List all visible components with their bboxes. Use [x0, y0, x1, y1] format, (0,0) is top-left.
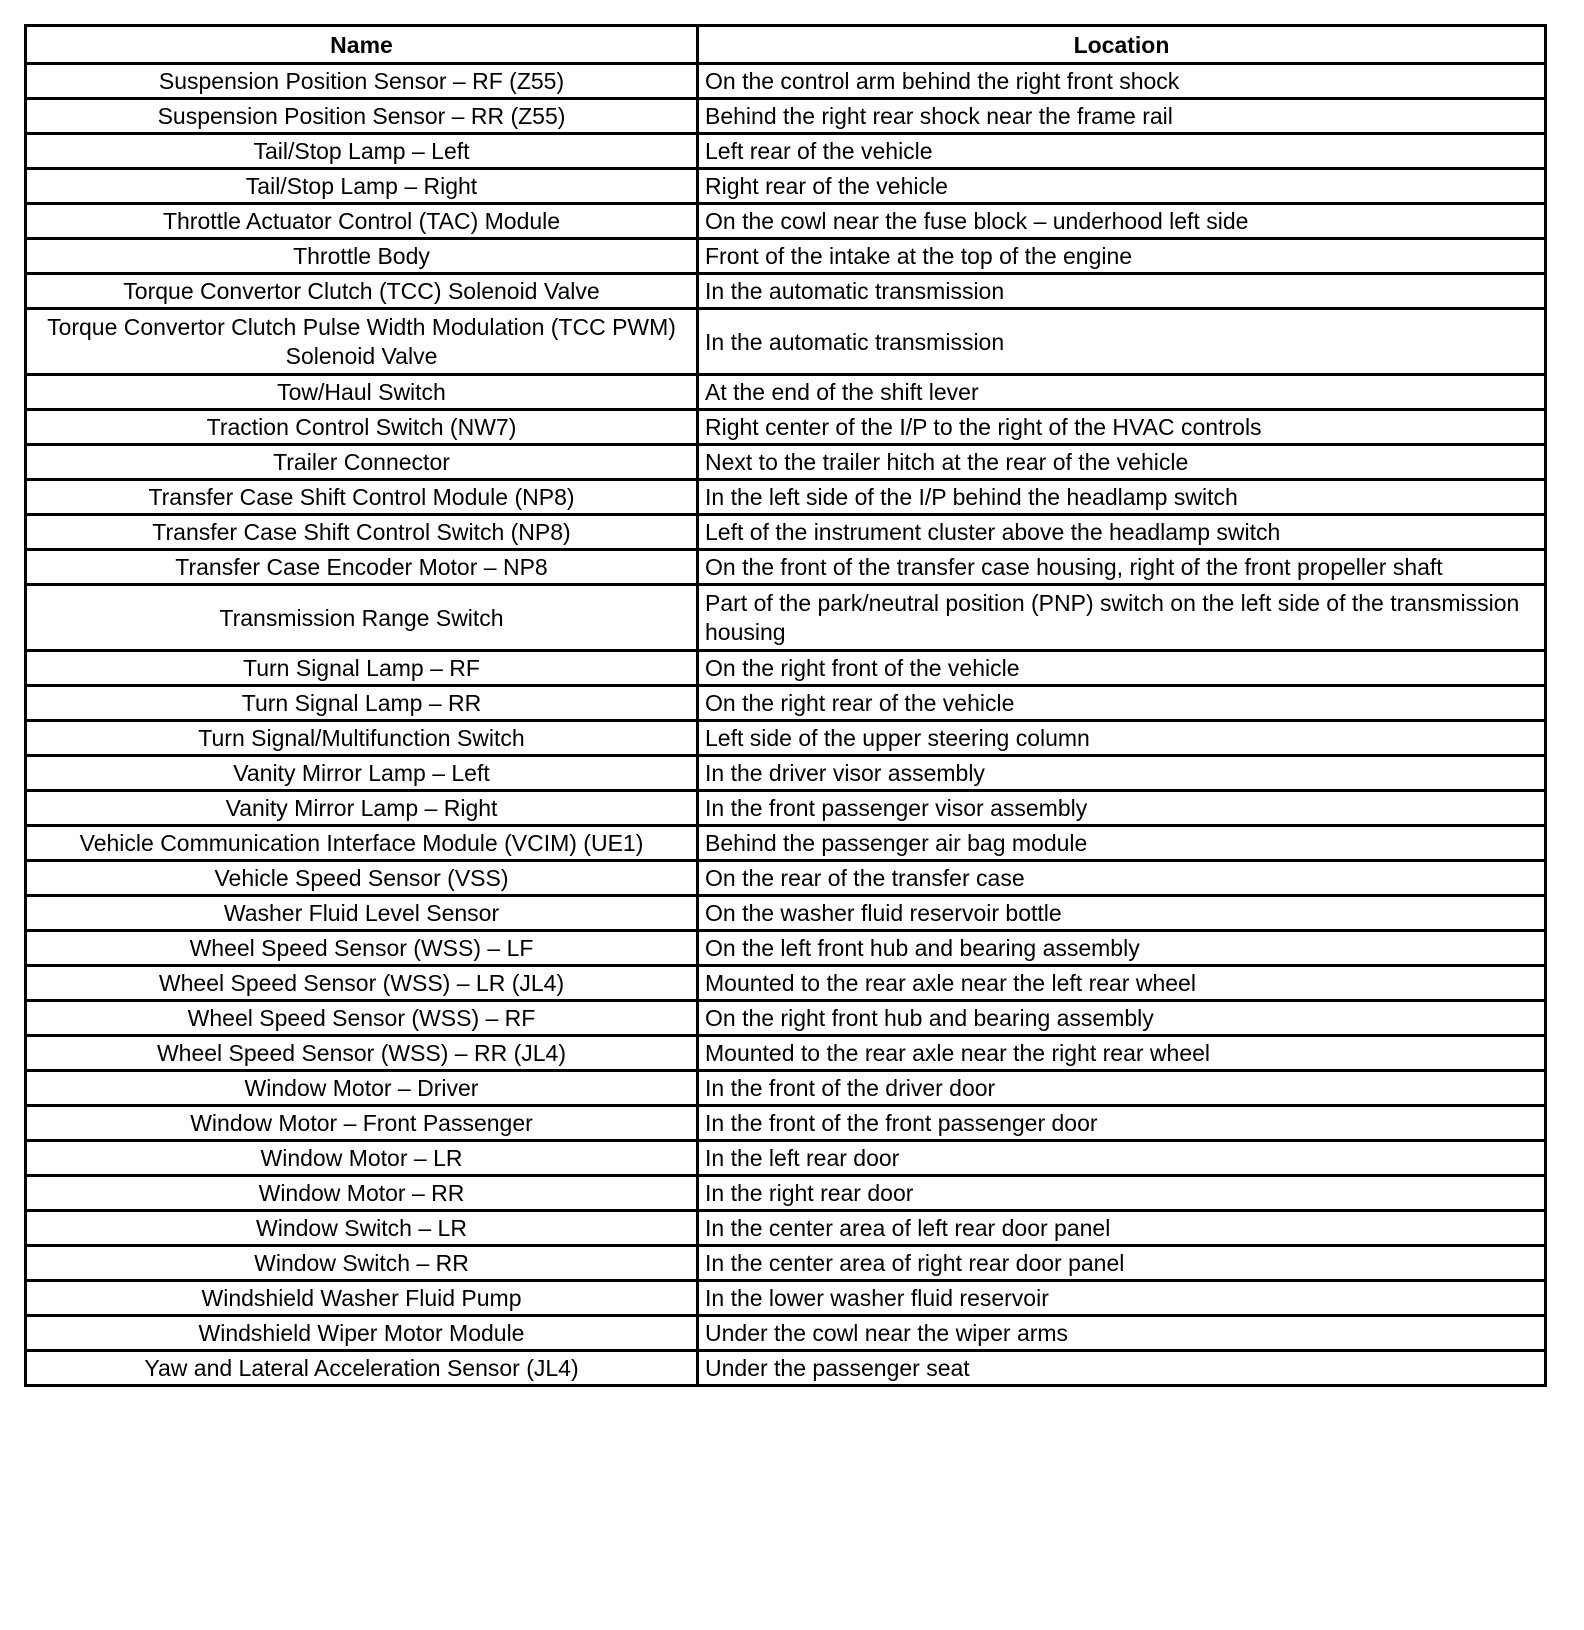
table-row: [26, 1211, 1546, 1246]
component-location-cell: Left side of the upper steering column: [698, 721, 1546, 756]
component-location-cell: In the center area of left rear door panel: [698, 1211, 1546, 1246]
component-location-cell: Behind the right rear shock near the frame rail: [698, 99, 1546, 134]
component-name-cell: Transfer Case Encoder Motor – NP8: [26, 550, 698, 585]
table-row: [26, 585, 1546, 651]
table-row: [26, 410, 1546, 445]
table-row: [26, 791, 1546, 826]
table-row: [26, 931, 1546, 966]
component-name-cell: Turn Signal Lamp – RF: [26, 651, 698, 686]
component-name-cell: Window Switch – LR: [26, 1211, 698, 1246]
component-location-cell: In the automatic transmission: [698, 309, 1546, 375]
component-name-cell: Tail/Stop Lamp – Left: [26, 134, 698, 169]
component-name-cell: Washer Fluid Level Sensor: [26, 896, 698, 931]
component-location-cell: Under the passenger seat: [698, 1351, 1546, 1386]
component-location-cell: On the cowl near the fuse block – underhood left side: [698, 204, 1546, 239]
table-row: [26, 480, 1546, 515]
table-row: [26, 686, 1546, 721]
component-name-cell: Windshield Washer Fluid Pump: [26, 1281, 698, 1316]
component-name-cell: Wheel Speed Sensor (WSS) – LR (JL4): [26, 966, 698, 1001]
component-name-cell: Windshield Wiper Motor Module: [26, 1316, 698, 1351]
component-location-cell: On the control arm behind the right front shock: [698, 64, 1546, 99]
component-location-cell: Right center of the I/P to the right of the HVAC controls: [698, 410, 1546, 445]
table-row: [26, 966, 1546, 1001]
table-row: [26, 64, 1546, 99]
table-row: [26, 204, 1546, 239]
table-row: [26, 1001, 1546, 1036]
component-name-cell: Trailer Connector: [26, 445, 698, 480]
component-location-cell: In the left rear door: [698, 1141, 1546, 1176]
table-row: [26, 1351, 1546, 1386]
table-row: [26, 239, 1546, 274]
component-name-cell: Torque Convertor Clutch (TCC) Solenoid Valve: [26, 274, 698, 309]
table-row: [26, 1036, 1546, 1071]
component-name-cell: Tail/Stop Lamp – Right: [26, 169, 698, 204]
component-location-cell: At the end of the shift lever: [698, 375, 1546, 410]
component-location-cell: In the lower washer fluid reservoir: [698, 1281, 1546, 1316]
table-row: [26, 756, 1546, 791]
component-name-cell: Turn Signal/Multifunction Switch: [26, 721, 698, 756]
table-row: [26, 721, 1546, 756]
component-name-cell: Vehicle Communication Interface Module (VCIM) (UE1): [26, 826, 698, 861]
component-location-cell: On the washer fluid reservoir bottle: [698, 896, 1546, 931]
component-name-cell: Turn Signal Lamp – RR: [26, 686, 698, 721]
component-location-cell: On the right front hub and bearing assembly: [698, 1001, 1546, 1036]
component-name-cell: Wheel Speed Sensor (WSS) – RR (JL4): [26, 1036, 698, 1071]
component-location-cell: On the left front hub and bearing assembly: [698, 931, 1546, 966]
table-row: [26, 896, 1546, 931]
component-name-cell: Window Motor – RR: [26, 1176, 698, 1211]
component-location-cell: In the front of the front passenger door: [698, 1106, 1546, 1141]
table-body: [26, 64, 1546, 1386]
component-location-cell: Right rear of the vehicle: [698, 169, 1546, 204]
component-location-cell: On the front of the transfer case housing, right of the front propeller shaft: [698, 550, 1546, 585]
component-location-cell: On the right front of the vehicle: [698, 651, 1546, 686]
component-name-cell: Wheel Speed Sensor (WSS) – LF: [26, 931, 698, 966]
column-header-location: Location: [698, 26, 1546, 64]
component-name-cell: Vehicle Speed Sensor (VSS): [26, 861, 698, 896]
table-row: [26, 99, 1546, 134]
component-location-cell: In the right rear door: [698, 1176, 1546, 1211]
component-location-cell: Left rear of the vehicle: [698, 134, 1546, 169]
component-name-cell: Transmission Range Switch: [26, 585, 698, 651]
table-row: [26, 1141, 1546, 1176]
table-row: [26, 445, 1546, 480]
table-row: [26, 1071, 1546, 1106]
component-location-cell: In the driver visor assembly: [698, 756, 1546, 791]
table-row: [26, 1106, 1546, 1141]
component-name-cell: Vanity Mirror Lamp – Left: [26, 756, 698, 791]
component-location-cell: Front of the intake at the top of the engine: [698, 239, 1546, 274]
component-name-cell: Transfer Case Shift Control Module (NP8): [26, 480, 698, 515]
component-name-cell: Vanity Mirror Lamp – Right: [26, 791, 698, 826]
table-row: [26, 1176, 1546, 1211]
component-location-table: [24, 24, 1547, 1387]
table-row: [26, 861, 1546, 896]
column-header-name: Name: [26, 26, 698, 64]
table-row: [26, 651, 1546, 686]
component-name-cell: Traction Control Switch (NW7): [26, 410, 698, 445]
component-name-cell: Throttle Actuator Control (TAC) Module: [26, 204, 698, 239]
table-row: [26, 1246, 1546, 1281]
table-row: [26, 1281, 1546, 1316]
component-location-cell: In the left side of the I/P behind the headlamp switch: [698, 480, 1546, 515]
table-row: [26, 515, 1546, 550]
table-row: [26, 134, 1546, 169]
table-header-row: [26, 26, 1546, 64]
component-location-cell: In the automatic transmission: [698, 274, 1546, 309]
component-name-cell: Torque Convertor Clutch Pulse Width Modulation (TCC PWM) Solenoid Valve: [26, 309, 698, 375]
component-name-cell: Window Motor – Driver: [26, 1071, 698, 1106]
table-row: [26, 309, 1546, 375]
component-name-cell: Yaw and Lateral Acceleration Sensor (JL4): [26, 1351, 698, 1386]
component-name-cell: Tow/Haul Switch: [26, 375, 698, 410]
table-row: [26, 1316, 1546, 1351]
component-name-cell: Suspension Position Sensor – RR (Z55): [26, 99, 698, 134]
table-row: [26, 274, 1546, 309]
table-row: [26, 169, 1546, 204]
component-location-cell: In the front of the driver door: [698, 1071, 1546, 1106]
component-name-cell: Wheel Speed Sensor (WSS) – RF: [26, 1001, 698, 1036]
component-name-cell: Throttle Body: [26, 239, 698, 274]
component-location-cell: Next to the trailer hitch at the rear of the vehicle: [698, 445, 1546, 480]
document-page: [24, 24, 1544, 1387]
component-location-cell: Behind the passenger air bag module: [698, 826, 1546, 861]
component-location-cell: Part of the park/neutral position (PNP) switch on the left side of the transmission housing: [698, 585, 1546, 651]
component-name-cell: Window Switch – RR: [26, 1246, 698, 1281]
component-location-cell: Left of the instrument cluster above the headlamp switch: [698, 515, 1546, 550]
component-name-cell: Window Motor – LR: [26, 1141, 698, 1176]
component-name-cell: Suspension Position Sensor – RF (Z55): [26, 64, 698, 99]
table-row: [26, 826, 1546, 861]
component-location-cell: In the front passenger visor assembly: [698, 791, 1546, 826]
table-row: [26, 550, 1546, 585]
component-name-cell: Window Motor – Front Passenger: [26, 1106, 698, 1141]
component-location-cell: On the rear of the transfer case: [698, 861, 1546, 896]
table-row: [26, 375, 1546, 410]
component-location-cell: Under the cowl near the wiper arms: [698, 1316, 1546, 1351]
component-name-cell: Transfer Case Shift Control Switch (NP8): [26, 515, 698, 550]
component-location-cell: On the right rear of the vehicle: [698, 686, 1546, 721]
component-location-cell: Mounted to the rear axle near the left rear wheel: [698, 966, 1546, 1001]
component-location-cell: Mounted to the rear axle near the right rear wheel: [698, 1036, 1546, 1071]
component-location-cell: In the center area of right rear door panel: [698, 1246, 1546, 1281]
